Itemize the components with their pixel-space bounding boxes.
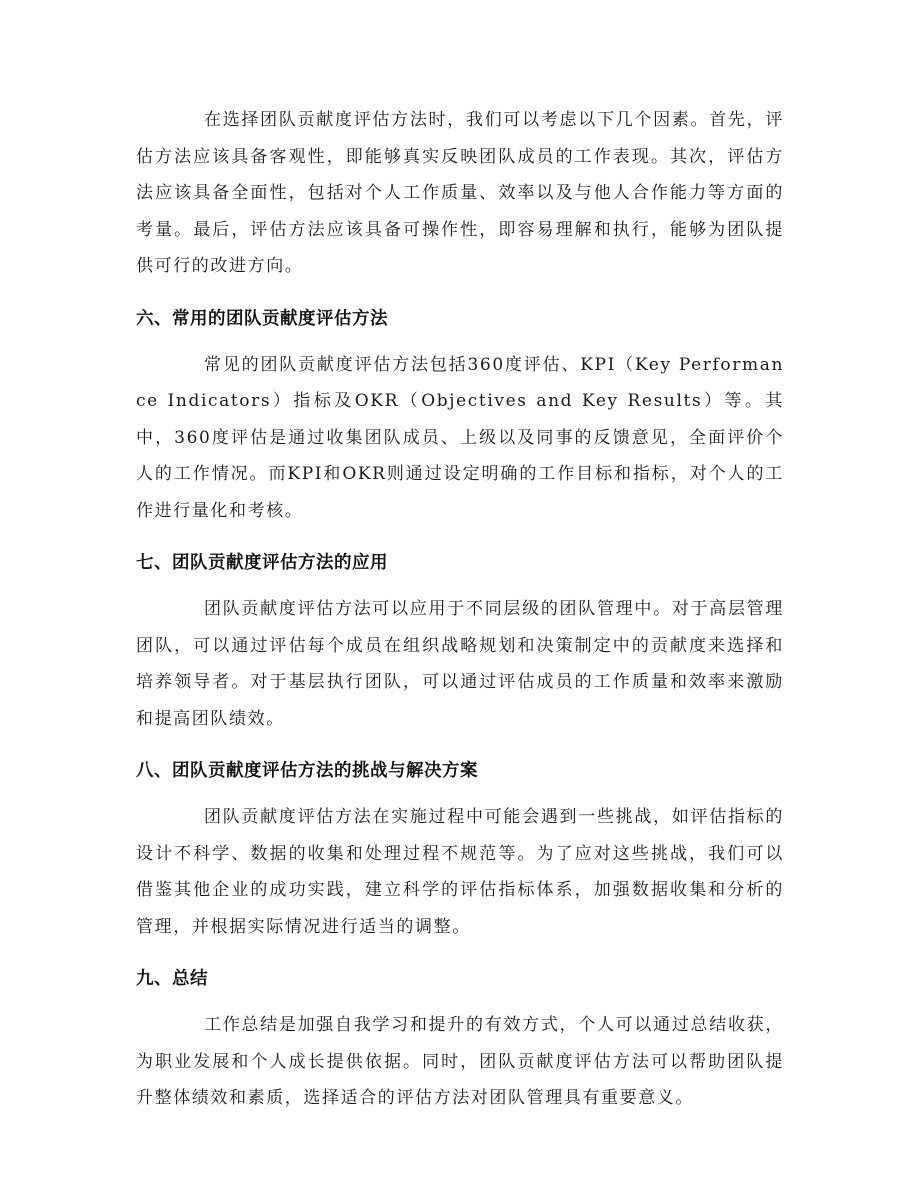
section-paragraph-9: 工作总结是加强自我学习和提升的有效方式，个人可以通过总结收获，为职业发展和个人成长提供依据。同时，团队贡献度评估方法可以帮助团队提升整体绩效和素质，选择适合的评估方法对团队管理具有重要意义。 bbox=[136, 1015, 784, 1108]
section-heading-7: 七、团队贡献度评估方法的应用 bbox=[136, 553, 388, 573]
intro-paragraph: 在选择团队贡献度评估方法时，我们可以考虑以下几个因素。首先，评估方法应该具备客观性，即能够真实反映团队成员的工作表现。其次，评估方法应该具备全面性，包括对个人工作质量、效率以及与他人合作能力等方面的考量。最后，评估方法应该具备可操作性，即容易理解和执行，能够为团队提供可行的改进方向。 bbox=[136, 110, 784, 276]
section-heading-6: 六、常用的团队贡献度评估方法 bbox=[136, 308, 388, 329]
section-paragraph-6: 常见的团队贡献度评估方法包括360度评估、KPI（Key Performance Indicators）指标及OKR（Objectives and Key Results）等。其中，360度评估是通过收集团队成员、上级以及同事的反馈意见，全面评价个人的工作情况。而KPI和OKR则通过设定明确的工作目标和指标，对个人的工作进行量化和考核。 bbox=[136, 354, 784, 521]
section-paragraph-7: 团队贡献度评估方法可以应用于不同层级的团队管理中。对于高层管理团队，可以通过评估每个成员在组织战略规划和决策制定中的贡献度来选择和培养领导者。对于基层执行团队，可以通过评估成员的工作质量和效率来激励和提高团队绩效。 bbox=[136, 599, 784, 729]
section-paragraph-8: 团队贡献度评估方法在实施过程中可能会遇到一些挑战，如评估指标的设计不科学、数据的收集和处理过程不规范等。为了应对这些挑战，我们可以借鉴其他企业的成功实践，建立科学的评估指标体系，加强数据收集和分析的管理，并根据实际情况进行适当的调整。 bbox=[136, 807, 784, 937]
document-page bbox=[136, 102, 784, 1117]
section-heading-9: 九、总结 bbox=[136, 969, 208, 989]
section-heading-8: 八、团队贡献度评估方法的挑战与解决方案 bbox=[136, 761, 478, 781]
